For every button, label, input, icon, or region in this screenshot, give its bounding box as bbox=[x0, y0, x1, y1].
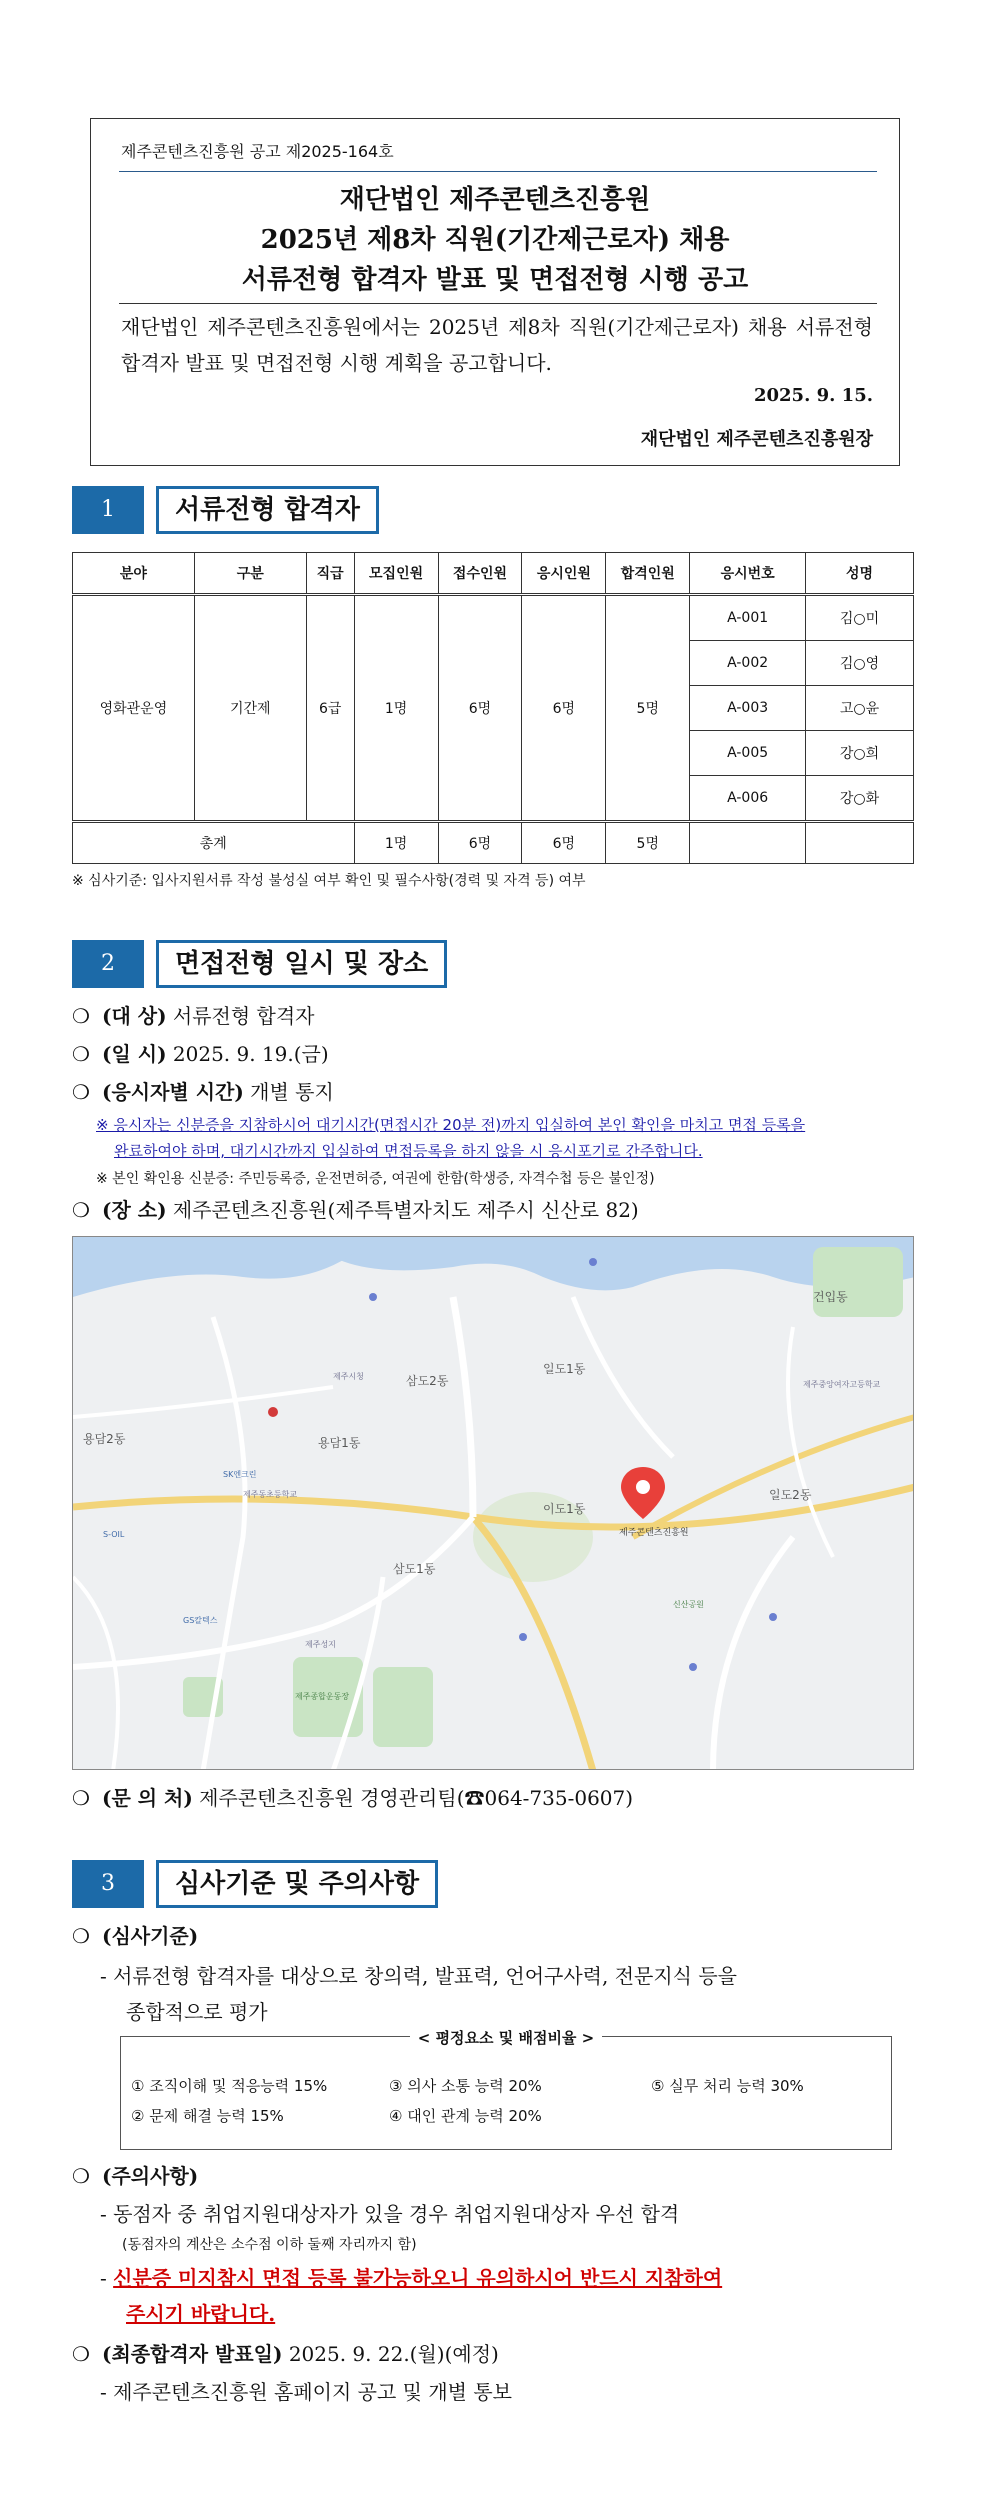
item-value: 제주콘텐츠진흥원(제주특별자치도 제주시 신산로 82) bbox=[172, 1198, 639, 1222]
poi-icon bbox=[369, 1293, 377, 1301]
final-text: - 제주콘텐츠진흥원 홈페이지 공고 및 개별 통보 bbox=[100, 2380, 512, 2404]
eval-item: ② 문제 해결 능력 15% bbox=[131, 2107, 284, 2125]
cell-applicant-name: 김○영 bbox=[806, 641, 914, 686]
item-value: 2025. 9. 22.(월)(예정) bbox=[288, 2342, 499, 2366]
id-note: ※ 본인 확인용 신분증: 주민등록증, 운전면허증, 여권에 한함(학생증, 자격수첩 등은 불인정) bbox=[96, 1171, 655, 1187]
notice-date: 2025. 9. 15. bbox=[753, 385, 873, 406]
circle-bullet-icon: ❍ bbox=[72, 1080, 90, 1104]
road bbox=[573, 1297, 673, 1457]
item-label: (주의사항) bbox=[102, 2164, 199, 2188]
caution-red-line bbox=[126, 2298, 275, 2327]
attendance-warning bbox=[96, 1112, 926, 1164]
poi-icon bbox=[589, 1258, 597, 1266]
map-label: 용담1동 bbox=[318, 1436, 361, 1450]
cell-empty bbox=[690, 822, 806, 864]
pin-label: 제주콘텐츠진흥원 bbox=[619, 1528, 689, 1538]
table-header-row bbox=[73, 553, 914, 595]
map-label: 삼도1동 bbox=[393, 1562, 436, 1576]
cell-total-received: 6명 bbox=[438, 822, 522, 864]
circle-bullet-icon: ❍ bbox=[72, 1198, 90, 1222]
location-map[interactable] bbox=[72, 1236, 914, 1770]
map-label: SK엔크린 bbox=[223, 1470, 257, 1479]
col-header: 직급 bbox=[306, 553, 354, 595]
section-number: 3 bbox=[72, 1860, 144, 1908]
item-value: 제주콘텐츠진흥원 경영관리팀(☎064-735-0607) bbox=[199, 1786, 634, 1810]
map-label: 제주동초등학교 bbox=[243, 1490, 298, 1499]
location-pin-icon bbox=[621, 1467, 665, 1519]
warning-line: 완료하여야 하며, 대기시간까지 입실하여 면접등록을 하지 않을 시 응시포기로 간주합니다. bbox=[114, 1142, 703, 1160]
col-header: 분야 bbox=[73, 553, 195, 595]
item-value: 개별 통지 bbox=[250, 1080, 334, 1104]
item-label: (장 소) bbox=[102, 1198, 167, 1222]
road bbox=[633, 1417, 914, 1537]
cell-applicant-id: A-006 bbox=[690, 776, 806, 822]
item-label: (문 의 처) bbox=[102, 1786, 193, 1810]
map-label: 이도1동 bbox=[543, 1502, 586, 1516]
road bbox=[73, 1517, 473, 1667]
caution-subnote: (동점자의 계산은 소수점 이하 둘째 자리까지 함) bbox=[122, 2237, 417, 2253]
cell-total-applied: 6명 bbox=[522, 822, 606, 864]
cell-applicant-id: A-002 bbox=[690, 641, 806, 686]
eval-item: ③ 의사 소통 능력 20% bbox=[389, 2077, 542, 2095]
poi-icon bbox=[769, 1613, 777, 1621]
cell-passed: 5명 bbox=[606, 595, 690, 822]
table-footnote: ※ 심사기준: 입사지원서류 작성 불성실 여부 확인 및 필수사항(경력 및 자격 등) 여부 bbox=[72, 873, 586, 889]
map-label: 삼도2동 bbox=[406, 1374, 449, 1388]
section-title: 심사기준 및 주의사항 bbox=[156, 1860, 438, 1908]
title-line-1: 재단법인 제주콘텐츠진흥원 bbox=[339, 185, 651, 215]
poi-icon bbox=[268, 1407, 278, 1417]
cell-applicant-name: 김○미 bbox=[806, 595, 914, 641]
map-label: 일도2동 bbox=[769, 1488, 812, 1502]
caution-red-text: 주시기 바랍니다. bbox=[126, 2302, 276, 2326]
cell-applicant-id: A-001 bbox=[690, 595, 806, 641]
cell-total-passed: 5명 bbox=[606, 822, 690, 864]
table-total-row bbox=[73, 822, 914, 864]
eval-caption: < 평정요소 및 배점비율 > bbox=[410, 2029, 602, 2047]
road bbox=[713, 1537, 793, 1770]
passers-table bbox=[72, 552, 914, 864]
map-label: 제주중앙여자고등학교 bbox=[803, 1380, 881, 1389]
eval-item: ① 조직이해 및 적응능력 15% bbox=[131, 2077, 328, 2095]
cell-type: 기간제 bbox=[194, 595, 306, 822]
sea-area bbox=[73, 1237, 373, 1297]
poi-icon bbox=[519, 1633, 527, 1641]
notice-body: 재단법인 제주콘텐츠진흥원에서는 2025년 제8차 직원(기간제근로자) 채용 서류전형 합격자 발표 및 면접전형 시행 계획을 공고합니다. bbox=[121, 315, 873, 375]
map-label: 제주종합운동장 bbox=[295, 1692, 350, 1701]
col-header: 성명 bbox=[806, 553, 914, 595]
evaluation-box bbox=[120, 2029, 892, 2150]
interview-date bbox=[72, 1038, 329, 1067]
notice-number: 제주콘텐츠진흥원 공고 제2025-164호 bbox=[121, 142, 394, 161]
cell-field: 영화관운영 bbox=[73, 595, 195, 822]
road bbox=[788, 1327, 833, 1557]
col-header: 구분 bbox=[194, 553, 306, 595]
section-number: 2 bbox=[72, 940, 144, 988]
interview-time bbox=[72, 1076, 334, 1105]
map-label: 건입동 bbox=[813, 1290, 848, 1304]
circle-bullet-icon: ❍ bbox=[72, 1786, 90, 1810]
circle-bullet-icon: ❍ bbox=[72, 1004, 90, 1028]
divider bbox=[119, 303, 877, 304]
cell-applicant-name: 강○희 bbox=[806, 731, 914, 776]
circle-bullet-icon: ❍ bbox=[72, 1924, 90, 1948]
road bbox=[73, 1387, 333, 1417]
section-number: 1 bbox=[72, 486, 144, 534]
item-label: (대 상) bbox=[102, 1004, 167, 1028]
caution-text: - 동점자 중 취업지원대상자가 있을 경우 취업지원대상자 우선 합격 bbox=[100, 2202, 680, 2226]
circle-bullet-icon: ❍ bbox=[72, 2342, 90, 2366]
map-label: 제주시청 bbox=[333, 1372, 364, 1381]
cell-total-label: 총계 bbox=[73, 822, 355, 864]
road bbox=[453, 1297, 473, 1517]
map-label: S-OIL bbox=[103, 1530, 125, 1539]
warning-line: ※ 응시자는 신분증을 지참하시어 대기시간(면접시간 20분 전)까지 입실하여 본인 확인을 마치고 면접 등록을 bbox=[96, 1116, 806, 1134]
col-header: 모집인원 bbox=[354, 553, 438, 595]
poi-icon bbox=[689, 1663, 697, 1671]
cell-empty bbox=[806, 822, 914, 864]
park-area bbox=[813, 1247, 903, 1317]
contact-info bbox=[72, 1782, 633, 1811]
item-value: 2025. 9. 19.(금) bbox=[172, 1042, 329, 1066]
col-header: 응시번호 bbox=[690, 553, 806, 595]
map-label: 용담2동 bbox=[83, 1432, 126, 1446]
cell-recruit: 1명 bbox=[354, 595, 438, 822]
map-graphic bbox=[73, 1237, 914, 1770]
section-title: 서류전형 합격자 bbox=[156, 486, 379, 534]
cell-applicant-id: A-003 bbox=[690, 686, 806, 731]
interview-place bbox=[72, 1194, 639, 1223]
interview-target bbox=[72, 1000, 315, 1029]
cell-total-recruit: 1명 bbox=[354, 822, 438, 864]
col-header: 합격인원 bbox=[606, 553, 690, 595]
final-announcement bbox=[72, 2338, 499, 2367]
criteria-text: 종합적으로 평가 bbox=[126, 2000, 268, 2024]
cell-applied: 6명 bbox=[522, 595, 606, 822]
notice-header-box bbox=[90, 118, 900, 466]
map-label: 제주성지 bbox=[305, 1640, 336, 1649]
title-line-3: 서류전형 합격자 발표 및 면접전형 시행 공고 bbox=[241, 265, 749, 295]
criteria-text: - 서류전형 합격자를 대상으로 창의력, 발표력, 언어구사력, 전문지식 등을 bbox=[100, 1964, 737, 1988]
cell-applicant-name: 강○화 bbox=[806, 776, 914, 822]
criteria-heading bbox=[72, 1920, 198, 1949]
cell-received: 6명 bbox=[438, 595, 522, 822]
item-label: (일 시) bbox=[102, 1042, 167, 1066]
map-label: GS칼텍스 bbox=[183, 1616, 218, 1625]
eval-item: ⑤ 실무 처리 능력 30% bbox=[651, 2077, 804, 2095]
item-label: (응시자별 시간) bbox=[102, 1080, 244, 1104]
col-header: 응시인원 bbox=[522, 553, 606, 595]
divider bbox=[119, 171, 877, 172]
section-title: 면접전형 일시 및 장소 bbox=[156, 940, 447, 988]
caution-red-line: - 신분증 미지참시 면접 등록 불가능하오니 유의하시어 반드시 지참하여 bbox=[100, 2266, 723, 2290]
eval-item: ④ 대인 관계 능력 20% bbox=[389, 2107, 542, 2125]
notice-signature: 재단법인 제주콘텐츠진흥원장 bbox=[640, 429, 873, 450]
circle-bullet-icon: ❍ bbox=[72, 2164, 90, 2188]
circle-bullet-icon: ❍ bbox=[72, 1042, 90, 1066]
map-label: 일도1동 bbox=[543, 1362, 586, 1376]
road bbox=[73, 1577, 118, 1770]
col-header: 접수인원 bbox=[438, 553, 522, 595]
map-label: 신산공원 bbox=[673, 1600, 704, 1609]
park-area bbox=[373, 1667, 433, 1747]
cell-applicant-name: 고○윤 bbox=[806, 686, 914, 731]
caution-heading bbox=[72, 2160, 198, 2189]
item-value: 서류전형 합격자 bbox=[172, 1004, 315, 1028]
cell-applicant-id: A-005 bbox=[690, 731, 806, 776]
table-row bbox=[73, 595, 914, 641]
title-line-2: 2025년 제8차 직원(기간제근로자) 채용 bbox=[260, 225, 730, 255]
item-label: (심사기준) bbox=[102, 1924, 199, 1948]
item-label: (최종합격자 발표일) bbox=[102, 2342, 283, 2366]
caution-red-text: 신분증 미지참시 면접 등록 불가능하오니 유의하시어 반드시 지참하여 bbox=[113, 2266, 723, 2290]
cell-grade: 6급 bbox=[306, 595, 354, 822]
